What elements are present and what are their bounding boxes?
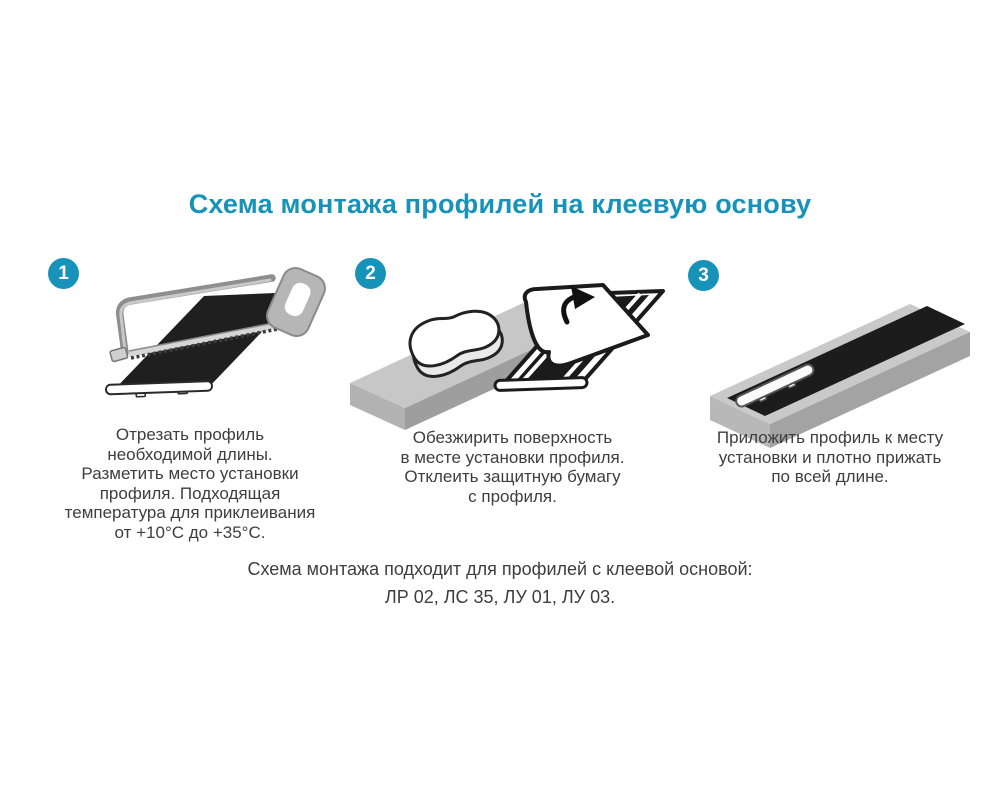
- sponge-degrease-and-peel-backing-icon: [345, 278, 685, 448]
- step-2-description: Обезжирить поверхность в месте установки профиля. Отклеить защитную бумагу с профиля.: [400, 428, 625, 506]
- page-title: Схема монтажа профилей на клеевую основу: [188, 189, 812, 219]
- hacksaw-cutting-profile-icon: [50, 260, 350, 420]
- footer-note: [0, 555, 1000, 611]
- step-3-description: Приложить профиль к месту установки и плотно прижать по всей длине.: [716, 428, 944, 486]
- profile-base-lip: [106, 381, 212, 398]
- step-3-column: [680, 256, 980, 556]
- footer-note-line: Схема монтажа подходит для профилей с клеевой основой:: [247, 559, 753, 579]
- step-2-column: [345, 256, 680, 556]
- step-2-number-badge: 2: [355, 258, 386, 289]
- step-1-number-badge: 1: [48, 258, 79, 289]
- step-1-column: [40, 256, 340, 556]
- step-1-description: Отрезать профиль необходимой длины. Разметить место установки профиля. Подходящая температура для приклеивания от +10°С до +35°С.: [64, 425, 316, 542]
- press-profile-in-place-icon: [680, 278, 980, 448]
- step-3-number-badge: 3: [688, 260, 719, 291]
- footer-profile-list: ЛР 02, ЛС 35, ЛУ 01, ЛУ 03.: [384, 587, 616, 607]
